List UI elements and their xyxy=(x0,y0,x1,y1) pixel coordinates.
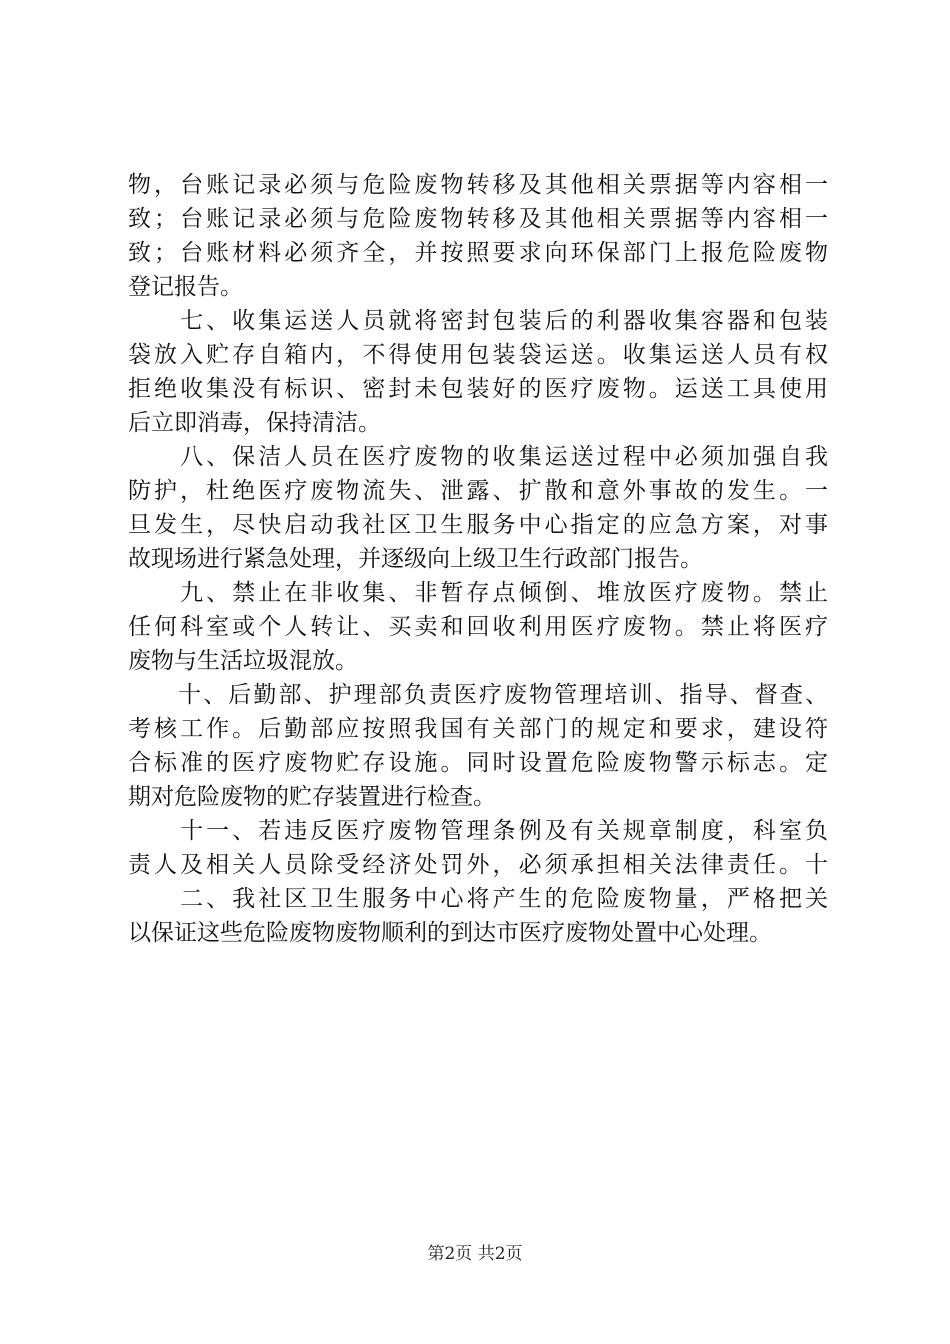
text-line: 任何科室或个人转让、买卖和回收利用医疗废物。禁止将医疗 xyxy=(128,614,828,640)
text-line: 九、禁止在非收集、非暂存点倾倒、堆放医疗废物。禁止 xyxy=(128,580,828,606)
text-line: 拒绝收集没有标识、密封未包装好的医疗废物。运送工具使用 xyxy=(128,376,828,402)
text-line: 致；台账记录必须与危险废物转移及其他相关票据等内容相一 xyxy=(128,206,828,232)
text-line: 十一、若违反医疗废物管理条例及有关规章制度，科室负 xyxy=(128,818,828,844)
text-line: 袋放入贮存自箱内，不得使用包装袋运送。收集运送人员有权 xyxy=(128,342,828,368)
text-line: 后立即消毒，保持清洁。 xyxy=(128,410,381,436)
text-line: 期对危险废物的贮存装置进行检查。 xyxy=(128,784,496,810)
text-line: 防护，杜绝医疗废物流失、泄露、扩散和意外事故的发生。一 xyxy=(128,478,828,504)
text-line: 登记报告。 xyxy=(128,274,243,300)
text-line: 以保证这些危险废物废物顺利的到达市医疗废物处置中心处理。 xyxy=(128,920,772,946)
text-line: 八、保洁人员在医疗废物的收集运送过程中必须加强自我 xyxy=(128,444,828,470)
text-line: 物，台账记录必须与危险废物转移及其他相关票据等内容相一 xyxy=(128,172,828,198)
text-line: 责人及相关人员除受经济处罚外，必须承担相关法律责任。十 xyxy=(128,852,828,878)
text-line: 致；台账材料必须齐全，并按照要求向环保部门上报危险废物 xyxy=(128,240,828,266)
text-line: 废物与生活垃圾混放。 xyxy=(128,648,358,674)
document-body xyxy=(128,168,828,950)
text-line: 考核工作。后勤部应按照我国有关部门的规定和要求，建设符 xyxy=(128,716,828,742)
page-footer: 第2页 共2页 xyxy=(427,1244,523,1264)
text-line: 合标准的医疗废物贮存设施。同时设置危险废物警示标志。定 xyxy=(128,750,828,776)
text-line: 旦发生，尽快启动我社区卫生服务中心指定的应急方案，对事 xyxy=(128,512,828,538)
text-line: 二、我社区卫生服务中心将产生的危险废物量，严格把关 xyxy=(128,886,828,912)
text-line: 七、收集运送人员就将密封包装后的利器收集容器和包装 xyxy=(128,308,828,334)
text-line: 故现场进行紧急处理，并逐级向上级卫生行政部门报告。 xyxy=(128,546,703,572)
text-line: 十、后勤部、护理部负责医疗废物管理培训、指导、督查、 xyxy=(128,682,828,708)
